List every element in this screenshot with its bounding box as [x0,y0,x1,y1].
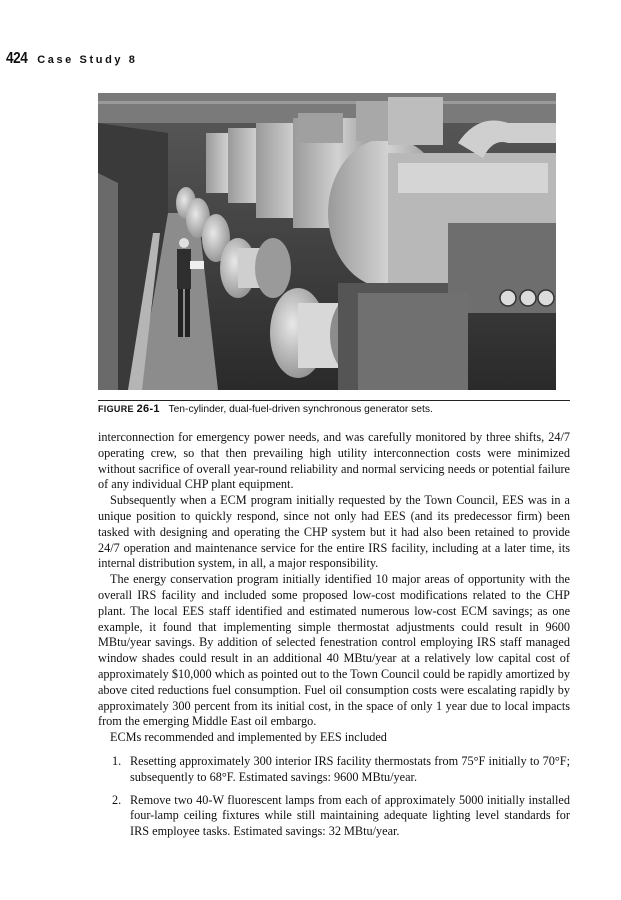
ecm-list [98,754,570,840]
paragraph: The energy conservation program initially identified 10 major areas of opportunity with the overall IRS facility and included some proposed low-cost modifications related to the CHP plant. The local EES staff identified and estimated numerous low-cost ECM savings; as one example, it found that implementing simple thermostat adjustments could result in 9600 MBtu/year savings. By addition of selected fenestration control employing IRS staff managed window shades could result in an additional 40 MBtu/year at a relatively low capital cost of approximately $10,000 which as pointed out to the Town Council could be rapidly amortized by above cited reductions fuel consumption. Fuel oil consumption costs were escalating rapidly by approximately 300 percent from its initial cost, in the space of only 1 year due to local impacts from the emerging Middle East oil embargo. [98,572,570,729]
caption-text: Ten-cylinder, dual-fuel-driven synchronous generator sets. [168,404,433,415]
figure-caption [98,403,570,415]
figure-label: FIGURE 26-1 [98,403,160,415]
body-text [98,430,570,847]
figure-photo [98,93,556,390]
paragraph: ECMs recommended and implemented by EES included [110,730,387,745]
paragraph: interconnection for emergency power needs, and was carefully monitored by three shifts, 24/7 operating crew, so that then prevailing high utility interconnection costs were minimized without sacrifice of overall year-round reliability and normal servicing needs or potential failure of any individual CHP plant equipment. [98,430,570,492]
running-head: Case Study 8 [37,54,138,66]
paragraph: Subsequently when a ECM program initially requested by the Town Council, EES was in a unique position to quickly respond, since not only had EES (and its predecessor firm) been tasked with designing and operating the CHP system but it had also been retained to provide 24/7 operation and maintenance service for the entire IRS facility, including at a later time, its internal distribution system, in all, a major responsibility. [98,493,570,571]
list-item: 2. Remove two 40-W fluorescent lamps from each of approximately 5000 initially installed four-lamp ceiling fixtures while still maintaining adequate lighting level standards for IRS employee tasks. Estimated savings: 32 MBtu/year. [112,792,570,839]
caption-rule [98,400,570,401]
page-number: 424 [6,50,28,67]
list-item: 1. Resetting approximately 300 interior IRS facility thermostats from 75°F initially to 70°F; subsequently to 68°F. Estimated savings: 9600 MBtu/year. [112,753,570,784]
page-header [6,50,138,70]
